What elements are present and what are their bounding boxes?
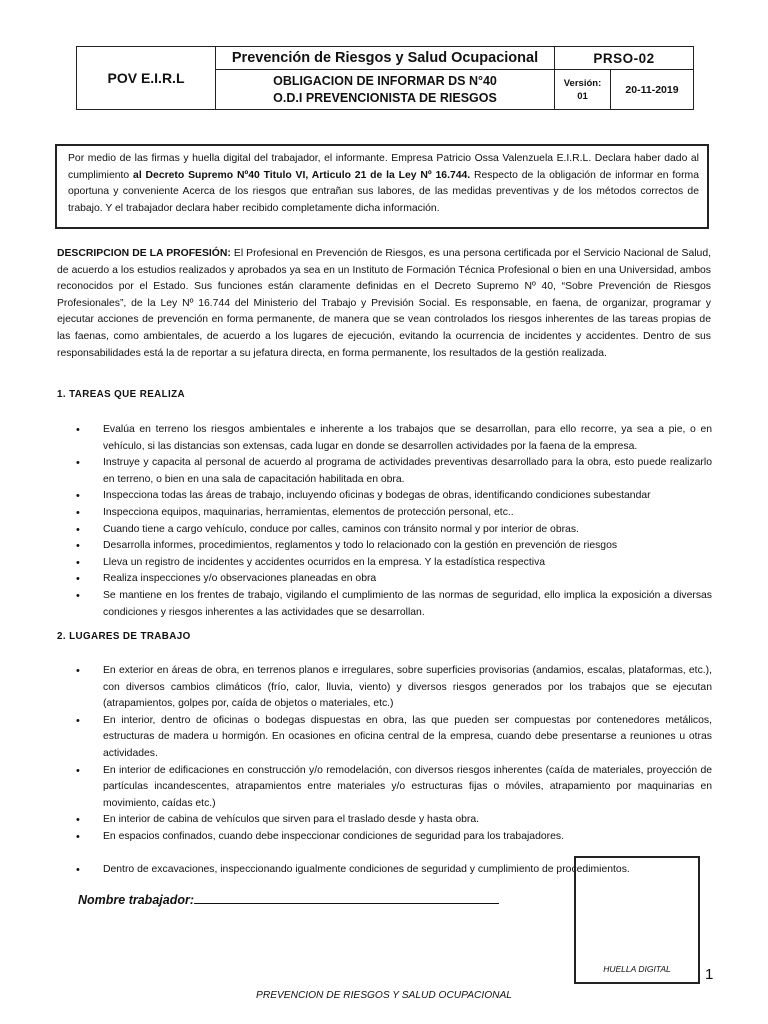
bullet-icon: • <box>76 424 80 436</box>
subtitle-line-1: OBLIGACION DE INFORMAR DS N°40 <box>273 73 497 88</box>
list-item-text: En interior, dentro de oficinas o bodegas dispuestas en obra, las que pueden ser compuestas por contenedores metálicos, estructuras de madera u hormigón. En ocasiones en oficina central de la empresa, cuando debe presentarse a reuniones u otras actividades. <box>103 714 712 759</box>
document-date: 20-11-2019 <box>611 70 694 110</box>
page-footer: PREVENCION DE RIESGOS Y SALUD OCUPACIONAL <box>256 990 512 1001</box>
bullet-icon: • <box>76 556 80 569</box>
list-item <box>76 555 712 572</box>
bullet-icon: • <box>76 863 80 876</box>
list-item-text: Cuando tiene a cargo vehículo, conduce por calles, caminos con tránsito normal y por interior de obras. <box>103 523 579 535</box>
bullet-icon: • <box>76 506 80 519</box>
company-name: POV E.I.R.L <box>77 47 216 110</box>
worker-name-field[interactable] <box>78 892 499 907</box>
list-item <box>76 522 712 539</box>
list-item <box>76 538 712 555</box>
bullet-icon: • <box>76 814 80 827</box>
fingerprint-box[interactable] <box>574 856 700 984</box>
version-cell <box>555 70 611 110</box>
tasks-list <box>76 422 712 621</box>
version-value: 01 <box>577 90 588 102</box>
list-item-text: En interior de edificaciones en construcción y/o remodelación, con diversos riesgos inherentes (caída de materiales, proyección de partículas incandescentes, atrapamientos entre materiales y/o estructuras fijas o móviles, atrapamiento por maquinarias en movimiento, caídas etc.) <box>103 764 712 809</box>
workplaces-list <box>76 663 712 878</box>
profession-description <box>57 246 711 362</box>
document-subtitle <box>216 70 555 110</box>
list-item <box>76 829 712 846</box>
list-item-text: Dentro de excavaciones, inspeccionando igualmente condiciones de seguridad y cumplimiento de procedimientos. <box>103 863 630 875</box>
section-heading-tasks: 1. TAREAS QUE REALIZA <box>57 389 185 400</box>
list-item <box>76 488 712 505</box>
list-item-text: Se mantiene en los frentes de trabajo, vigilando el cumplimiento de las normas de seguridad, ello implica la exposición a diversas condiciones y riesgos inherentes a las actividades que se desarrollan. <box>103 589 712 618</box>
document-header-table <box>76 46 694 110</box>
list-item-text: Desarrolla informes, procedimientos, reglamentos y todo lo relacionado con la gestión en prevención de riesgos <box>103 540 618 552</box>
list-item-text: En interior de cabina de vehículos que sirven para el traslado desde y hasta obra. <box>103 814 480 826</box>
list-item <box>76 422 712 455</box>
list-item-text: Inspecciona equipos, maquinarias, herramientas, elementos de protección personal, etc.. <box>103 506 514 518</box>
document-title: Prevención de Riesgos y Salud Ocupacional <box>216 47 555 70</box>
list-item-text: En espacios confinados, cuando debe inspeccionar condiciones de seguridad para los trabajadores. <box>103 830 564 842</box>
list-item <box>76 571 712 588</box>
list-item-text: Inspecciona todas las áreas de trabajo, incluyendo oficinas y bodegas de obras, identificando condiciones subestandar <box>103 490 651 502</box>
worker-name-line[interactable] <box>194 892 499 904</box>
list-item-text: En exterior en áreas de obra, en terrenos planos e irregulares, sobre superficies provisorias (andamios, escalas, plataformas, etc.), con diversos cambios climáticos (frío, calor, lluvia, viento) y diversos riesgos generados por los trabajos que se ejecutan (atrapamientos, golpes por, caída de objetos o materiales, etc.) <box>103 665 712 710</box>
list-item <box>76 812 712 829</box>
section-heading-workplaces: 2. LUGARES DE TRABAJO <box>57 631 191 642</box>
list-item <box>76 763 712 813</box>
profession-description-label: DESCRIPCION DE LA PROFESIÓN: <box>57 248 231 259</box>
list-item <box>76 588 712 621</box>
list-item <box>76 455 712 488</box>
version-label: Versión: <box>563 77 602 89</box>
bullet-icon: • <box>76 714 80 727</box>
subtitle-line-2: O.D.I PREVENCIONISTA DE RIESGOS <box>273 90 497 105</box>
bullet-icon: • <box>76 457 80 470</box>
list-item <box>76 713 712 763</box>
bullet-icon: • <box>76 589 80 602</box>
list-item <box>76 505 712 522</box>
list-item-text: Realiza inspecciones y/o observaciones planeadas en obra <box>103 573 377 585</box>
bullet-icon: • <box>76 490 80 503</box>
fingerprint-label: HUELLA DIGITAL <box>603 964 671 974</box>
bullet-icon: • <box>76 830 80 843</box>
declaration-decree: al Decreto Supremo Nº40 Titulo VI, Articulo 21 de la Ley Nº 16.744. <box>133 169 471 181</box>
page-number: 1 <box>705 966 714 983</box>
bullet-icon: • <box>76 764 80 777</box>
declaration-text-1: Por medio de las firmas y huella digital del trabajador, el informante. Empresa Patricio Ossa Valenzuela E.I.R.L. Declara haber dado al cumplimiento <box>68 153 699 181</box>
worker-name-label: Nombre trabajador: <box>78 893 194 907</box>
bullet-icon: • <box>76 540 80 553</box>
bullet-icon: • <box>76 573 80 586</box>
profession-description-text: El Profesional en Prevención de Riesgos, es una persona certificada por el Servicio Nacional de Salud, de acuerdo a los estudios realizados y aprobados ya sea en un Instituto de Formación Técnica Profesional o bien en una Universidad, ambos reconocidos por el Estado. Sus funciones están claramente definidas en el Decreto Supremo Nº 40, “Sobre Prevención de Riesgos Profesionales”, de la Ley Nº 16.744 del Ministerio del Trabajo y Previsión Social. Es responsable, en faena, de organizar, programar y ejecutar acciones de prevención en forma permanente, de manera que se vean controlados los riesgos inherentes de las tareas propias de las faenas, como ambientales, de acuerdo a los lugares de ejecución, evitando la ocurrencia de incidentes y accidentes. Dentro de sus responsabilidades está la de reportar a su jefatura directa, en forma permanente, los resultados de la gestión realizada. <box>57 248 711 359</box>
list-item-text: Instruye y capacita al personal de acuerdo al programa de actividades preventivas desarrollado para la obra, esto puede realizarlo en terreno, o bien en una sala de capacitación habilitada en obra. <box>103 457 712 485</box>
declaration-text-2: Respecto de la obligación de informar en forma oportuna y conveniente Acerca de los riesgos que entrañan sus labores, de las medidas preventivas y de los métodos correctos de trabajo. Y el trabajador declara haber recibido completamente dicha información. <box>68 169 699 214</box>
declaration-box <box>55 144 709 229</box>
document-code: PRSO-02 <box>555 47 694 70</box>
bullet-icon: • <box>76 523 80 536</box>
list-item <box>76 663 712 713</box>
list-item-text: Evalúa en terreno los riesgos ambientales e inherente a los trabajos que se desarrollan, para ello recorre, ya sea a pie, o en vehículo, si las distancias son extensas, cada lugar en donde se desarrollen actividades por la faena de la empresa. <box>103 424 712 452</box>
list-item-text: Lleva un registro de incidentes y accidentes ocurridos en la empresa. Y la estadística respectiva <box>103 556 546 568</box>
bullet-icon: • <box>76 665 80 677</box>
